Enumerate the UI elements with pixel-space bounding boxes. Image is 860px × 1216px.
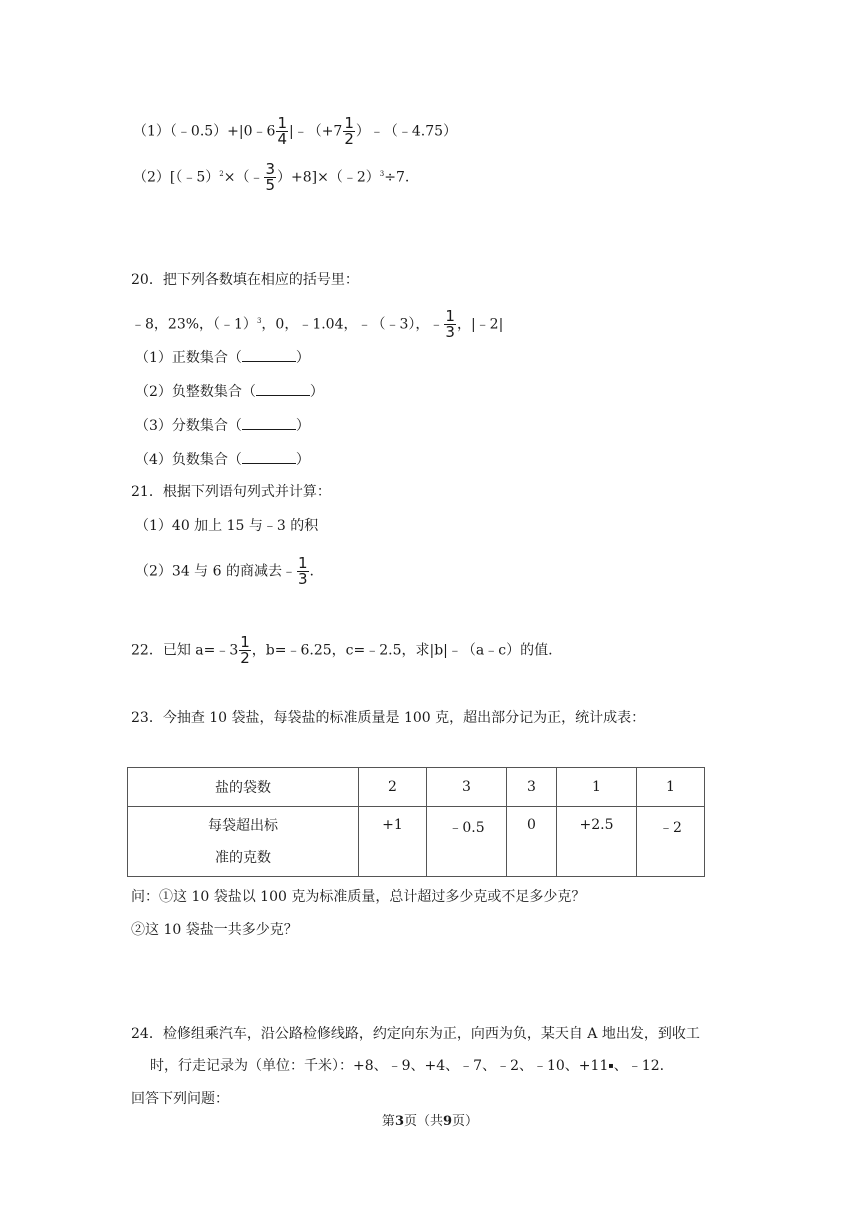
fraction: $\frac{1}{2}$ — [344, 114, 354, 148]
table-cell: 2 — [359, 768, 427, 807]
q23-question1: 问：①这 10 袋盐以 100 克为标准质量，总计超过多少克或不足多少克？ — [131, 889, 586, 905]
table-row — [128, 807, 705, 877]
q20-item-negative: （4）负数集合（ ） — [135, 449, 310, 470]
answer-blank — [242, 415, 296, 430]
q20-item-fraction: （3）分数集合（ ） — [135, 415, 310, 436]
q23-question2: ②这 10 袋盐一共多少克？ — [131, 922, 298, 938]
q24-line3: 回答下列问题： — [131, 1091, 229, 1107]
q24-line1: 24．检修组乘汽车，沿公路检修线路，约定向东为正，向西为负，某天自 A 地出发，到收工 — [131, 1026, 700, 1042]
q21-part2: （2）34 与 6 的商减去﹣ $\frac{1}{3}$ . — [135, 554, 314, 588]
q20-item-positive: （1）正数集合（ ） — [135, 347, 310, 368]
table-row — [128, 768, 705, 807]
q20-item-negative-integer: （2）负整数集合（ ） — [135, 381, 324, 402]
q21-part1: （1）40 加上 15 与﹣3 的积 — [135, 518, 319, 534]
q19-part1: （1）（﹣0.5）+|0﹣6 $\frac{1}{4}$ |﹣（+7 $\frac{1}{2}$ ）﹣（﹣4.75） — [133, 114, 458, 148]
table-cell: +2.5 — [557, 807, 637, 877]
answer-blank — [256, 381, 310, 396]
q24-line2: 时，行走记录为（单位：千米）：+8、﹣9、+4、﹣7、﹣2、﹣10、+11▪、﹣12. — [150, 1058, 665, 1074]
q20-title: 20．把下列各数填在相应的括号里： — [131, 272, 359, 288]
q23-title: 23．今抽查 10 袋盐，每袋盐的标准质量是 100 克，超出部分记为正，统计成表： — [131, 710, 646, 726]
table-cell: 1 — [557, 768, 637, 807]
table-cell: 0 — [507, 807, 557, 877]
q21-title: 21．根据下列语句列式并计算： — [131, 484, 331, 500]
answer-blank — [242, 449, 296, 464]
fraction: $\frac{3}{5}$ — [265, 160, 276, 194]
fraction: $\frac{1}{4}$ — [277, 114, 287, 148]
page-footer: 第3页（共9页） — [381, 1114, 479, 1129]
table-cell: 3 — [427, 768, 507, 807]
table-cell: 1 — [637, 768, 705, 807]
table-header-cell: 每袋超出标 准的克数 — [128, 807, 359, 877]
fraction: $\frac{1}{3}$ — [297, 554, 308, 588]
table-cell: ﹣0.5 — [427, 807, 507, 877]
salt-data-table — [127, 767, 705, 877]
table-header-cell: 盐的袋数 — [128, 768, 359, 807]
table-cell: ﹣2 — [637, 807, 705, 877]
fraction: $\frac{1}{3}$ — [445, 307, 455, 341]
table-cell: 3 — [507, 768, 557, 807]
table-cell: +1 — [359, 807, 427, 877]
q22: 22．已知 a=﹣3 $\frac{1}{2}$ ，b=﹣6.25，c=﹣2.5，求|b|﹣（a﹣c）的值. — [131, 633, 553, 667]
fraction: $\frac{1}{2}$ — [240, 633, 250, 667]
q19-part2: （2）[（﹣5）$^2$×（﹣ $\frac{3}{5}$ ）+8]×（﹣2）$^3$÷7. — [133, 160, 410, 194]
answer-blank — [242, 347, 296, 362]
q20-numbers: ﹣8，23%，（﹣1）$^3$，0，﹣1.04，﹣（﹣3），﹣ $\frac{1}{3}$ ，|﹣2| — [131, 307, 504, 341]
